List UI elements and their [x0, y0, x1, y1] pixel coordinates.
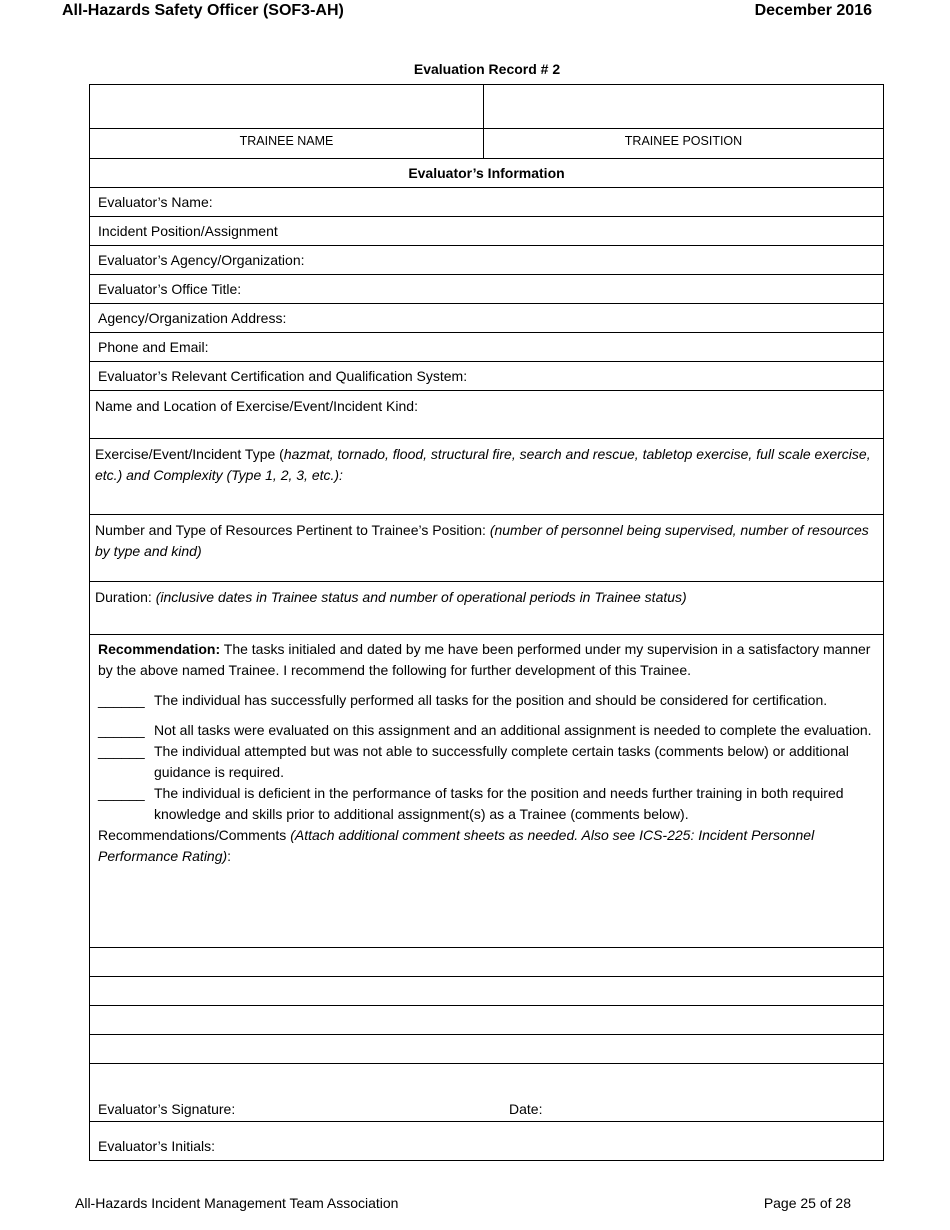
exercise-name-location-field[interactable]: Name and Location of Exercise/Event/Incident Kind:	[90, 391, 883, 439]
phone-email-field[interactable]: Phone and Email:	[90, 333, 883, 362]
recommendation-option	[98, 783, 873, 825]
duration-label: Duration:	[95, 589, 156, 605]
evaluator-office-title-field[interactable]: Evaluator’s Office Title:	[90, 275, 883, 304]
option-blank[interactable]: ______	[98, 743, 145, 759]
recommendation-option	[98, 741, 873, 783]
trainee-position-cell	[484, 85, 883, 158]
comment-line[interactable]	[90, 977, 883, 1006]
duration-field[interactable]	[90, 582, 883, 635]
trainee-name-field[interactable]	[90, 85, 483, 129]
evaluator-signature-label[interactable]: Evaluator’s Signature:	[98, 1101, 236, 1117]
certification-system-field[interactable]: Evaluator’s Relevant Certification and Qualification System:	[90, 362, 883, 391]
option-text: The individual is deficient in the performance of tasks for the position and needs further training in both required knowledge and skills prior to additional assignment(s) as a Trainee (comments below).	[154, 785, 844, 822]
evaluator-name-field[interactable]: Evaluator’s Name:	[90, 188, 883, 217]
exercise-type-hint: hazmat, tornado, flood, structural fire, search and rescue, tabletop exercise, full scale exercise, etc.) and Complexity (Type 1, 2, 3, etc.):	[95, 446, 871, 483]
option-text: Not all tasks were evaluated on this assignment and an additional assignment is needed to complete the evaluation.	[154, 722, 872, 738]
trainee-position-label: TRAINEE POSITION	[624, 134, 743, 148]
duration-hint: (inclusive dates in Trainee status and number of operational periods in Trainee status)	[155, 589, 687, 605]
exercise-type-field[interactable]	[90, 439, 883, 515]
comment-line[interactable]	[90, 948, 883, 977]
recommendation-text: The tasks initialed and dated by me have been performed under my supervision in a satisfactory manner by the above named Trainee. I recommend the following for further development of this Trainee.	[98, 641, 871, 678]
trainee-name-cell	[90, 85, 484, 158]
evaluator-initials-field[interactable]: Evaluator’s Initials:	[98, 1138, 215, 1154]
document-header-title: All-Hazards Safety Officer (SOF3-AH)	[62, 2, 344, 19]
evaluator-agency-field[interactable]: Evaluator’s Agency/Organization:	[90, 246, 883, 275]
comments-hint: (Attach additional comment sheets as needed. Also see ICS-225: Incident Personnel Performance Rating)	[98, 827, 815, 864]
resources-label: Number and Type of Resources Pertinent to Trainee’s Position:	[95, 522, 490, 538]
option-blank[interactable]: ______	[98, 722, 145, 738]
comments-suffix: :	[227, 848, 232, 864]
incident-position-field[interactable]: Incident Position/Assignment	[90, 217, 883, 246]
evaluation-form	[89, 84, 884, 1161]
comment-line[interactable]	[90, 1006, 883, 1035]
resources-field[interactable]	[90, 515, 883, 582]
trainee-name-label: TRAINEE NAME	[239, 134, 334, 148]
signature-row	[90, 1064, 883, 1122]
recommendation-option	[98, 690, 873, 711]
record-title: Evaluation Record # 2	[413, 61, 561, 77]
recommendation-intro	[98, 639, 873, 681]
resources-hint: (number of personnel being supervised, number of resources by type and kind)	[95, 522, 869, 559]
option-blank[interactable]: ______	[98, 785, 145, 801]
recommendation-section	[90, 635, 883, 948]
date-label[interactable]: Date:	[509, 1101, 543, 1117]
document-header-date: December 2016	[754, 2, 872, 19]
trainee-row	[90, 85, 883, 159]
recommendation-label: Recommendation:	[98, 641, 221, 657]
trainee-position-field[interactable]	[484, 85, 883, 129]
comments-label	[98, 825, 873, 867]
option-blank[interactable]: ______	[98, 692, 145, 708]
comments-prefix: Recommendations/Comments	[98, 827, 291, 843]
recommendation-option	[98, 720, 873, 741]
comment-line[interactable]	[90, 1035, 883, 1064]
option-text: The individual attempted but was not able to successfully complete certain tasks (comments below) or additional guidance is required.	[154, 743, 849, 780]
agency-address-field[interactable]: Agency/Organization Address:	[90, 304, 883, 333]
evaluator-section-title: Evaluator’s Information	[90, 159, 883, 188]
footer-page-number: Page 25 of 28	[763, 1195, 851, 1211]
exercise-type-label: Exercise/Event/Incident Type (	[95, 446, 284, 462]
footer-organization: All-Hazards Incident Management Team Association	[75, 1195, 399, 1211]
option-text: The individual has successfully performed all tasks for the position and should be considered for certification.	[154, 692, 828, 708]
